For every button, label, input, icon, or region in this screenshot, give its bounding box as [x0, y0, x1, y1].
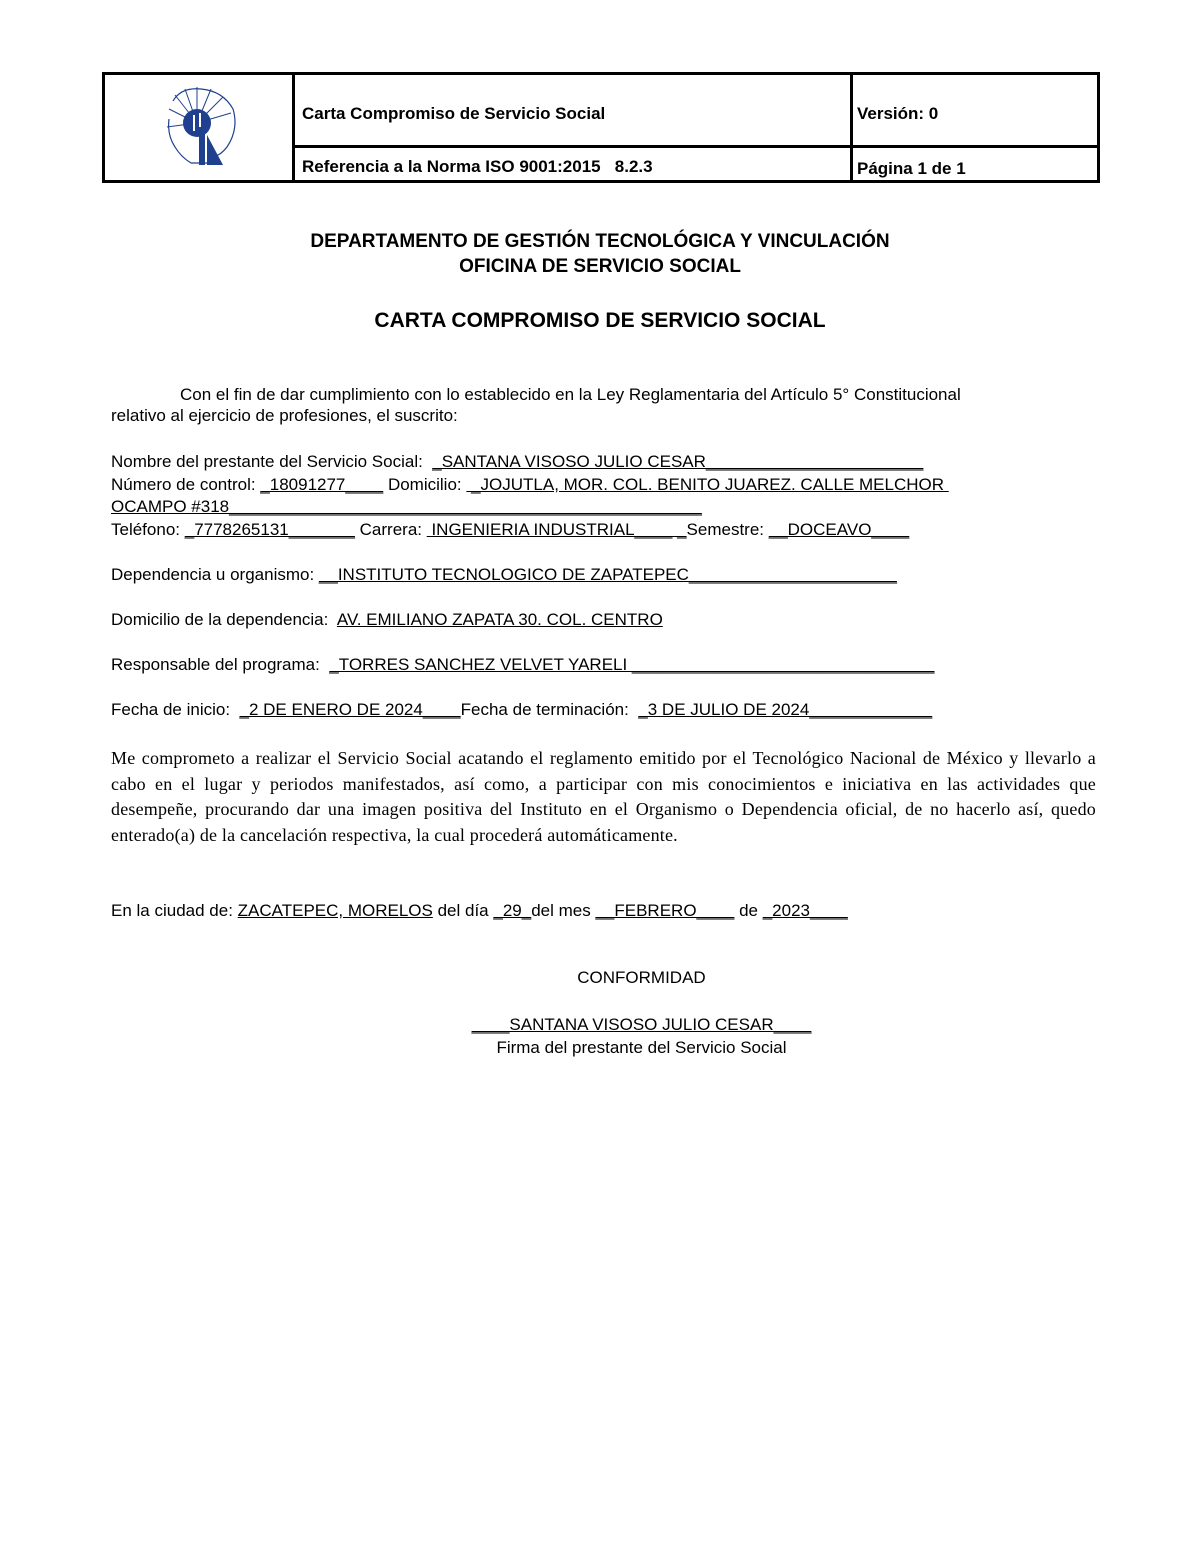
- phone-label: Teléfono:: [111, 520, 185, 539]
- city-value: ZACATEPEC, MORELOS: [237, 901, 433, 920]
- responsible-label: Responsable del programa:: [111, 655, 330, 674]
- control-number-value: _18091277____: [260, 475, 384, 494]
- signature-caption: Firma del prestante del Servicio Social: [496, 1038, 787, 1057]
- address-value: _JOJUTLA, MOR. COL. BENITO JUAREZ. CALLE MELCHOR: [466, 475, 949, 494]
- start-date-label: Fecha de inicio:: [111, 700, 240, 719]
- field-program-responsible: [111, 655, 934, 675]
- city-date-line: [111, 901, 848, 921]
- address-label: Domicilio:: [383, 475, 467, 494]
- semester-label: Semestre:: [686, 520, 769, 539]
- office-heading: OFICINA DE SERVICIO SOCIAL: [459, 256, 741, 277]
- day-value: _29_: [493, 901, 532, 920]
- field-dates: [111, 700, 932, 720]
- student-name-value: _SANTANA VISOSO JULIO CESAR_______________________: [432, 452, 924, 471]
- address-value-continued: OCAMPO #318__________________________________________________: [111, 497, 702, 516]
- month-label: del mes: [531, 901, 596, 920]
- city-label: En la ciudad de:: [111, 901, 238, 920]
- career-label: Carrera:: [354, 520, 427, 539]
- intro-line-1: Con el fin de dar cumplimiento con lo establecido en la Ley Reglamentaria del Artículo 5° Constitucional: [180, 385, 961, 404]
- field-phone-career-semester: [111, 520, 909, 540]
- responsible-value: _TORRES SANCHEZ VELVET YARELI ________________________________: [329, 655, 935, 674]
- header-reference: Referencia a la Norma ISO 9001:2015 8.2.3: [302, 157, 653, 176]
- month-value: __FEBRERO____: [595, 901, 735, 920]
- field-dependency-address: [111, 610, 663, 630]
- conformity-label: CONFORMIDAD: [577, 968, 706, 987]
- dependency-value: __INSTITUTO TECNOLOGICO DE ZAPATEPEC______________________: [318, 565, 897, 584]
- header-divider-horizontal: [295, 145, 1097, 148]
- field-control-address: [111, 475, 949, 495]
- dependency-address-label: Domicilio de la dependencia:: [111, 610, 337, 629]
- header-version: Versión: 0: [857, 104, 939, 123]
- intro-line-2: relativo al ejercicio de profesiones, el suscrito:: [111, 406, 458, 425]
- header-page-number: Página 1 de 1: [857, 159, 966, 178]
- dependency-label: Dependencia u organismo:: [111, 565, 319, 584]
- document-title: CARTA COMPROMISO DE SERVICIO SOCIAL: [374, 309, 826, 332]
- logo-cell: [105, 75, 295, 180]
- signature-name-line: [0, 1015, 1200, 1035]
- address-continuation: [111, 497, 702, 517]
- phone-value: _7778265131_______: [184, 520, 355, 539]
- field-dependency: [111, 565, 897, 585]
- document-header-table: [102, 72, 1100, 183]
- field-student-name: [111, 452, 923, 472]
- end-date-label: Fecha de terminación:: [460, 700, 639, 719]
- commitment-paragraph: Me comprometo a realizar el Servicio Social acatando el reglamento emitido por el Tecnológico Nacional de México y llevarlo a cabo en el lugar y periodos manifestados, así como, a participar con mis conocimientos e iniciativa en las actividades que desempeñe, procurando dar una imagen positiva del Instituto en el Organismo o Dependencia oficial, de no hacerlo así, quedo enterado(a) de la cancelación respectiva, la cual procederá automáticamente.: [111, 748, 1096, 845]
- career-value: INGENIERIA INDUSTRIAL____ _: [426, 520, 687, 539]
- student-name-label: Nombre del prestante del Servicio Social:: [111, 452, 433, 471]
- semester-value: __DOCEAVO____: [768, 520, 910, 539]
- header-divider-vertical: [850, 75, 853, 180]
- department-heading: DEPARTAMENTO DE GESTIÓN TECNOLÓGICA Y VINCULACIÓN: [310, 231, 890, 252]
- header-title: Carta Compromiso de Servicio Social: [302, 104, 606, 123]
- signature-name: ____SANTANA VISOSO JULIO CESAR____: [471, 1015, 812, 1034]
- end-date-value: _3 DE JULIO DE 2024_____________: [638, 700, 933, 719]
- start-date-value: _2 DE ENERO DE 2024____: [239, 700, 461, 719]
- year-label: de: [734, 901, 763, 920]
- control-number-label: Número de control:: [111, 475, 261, 494]
- dependency-address-value: AV. EMILIANO ZAPATA 30. COL. CENTRO: [336, 610, 663, 629]
- institution-logo-icon: [161, 79, 241, 175]
- year-value: _2023____: [762, 901, 848, 920]
- day-label: del día: [432, 901, 494, 920]
